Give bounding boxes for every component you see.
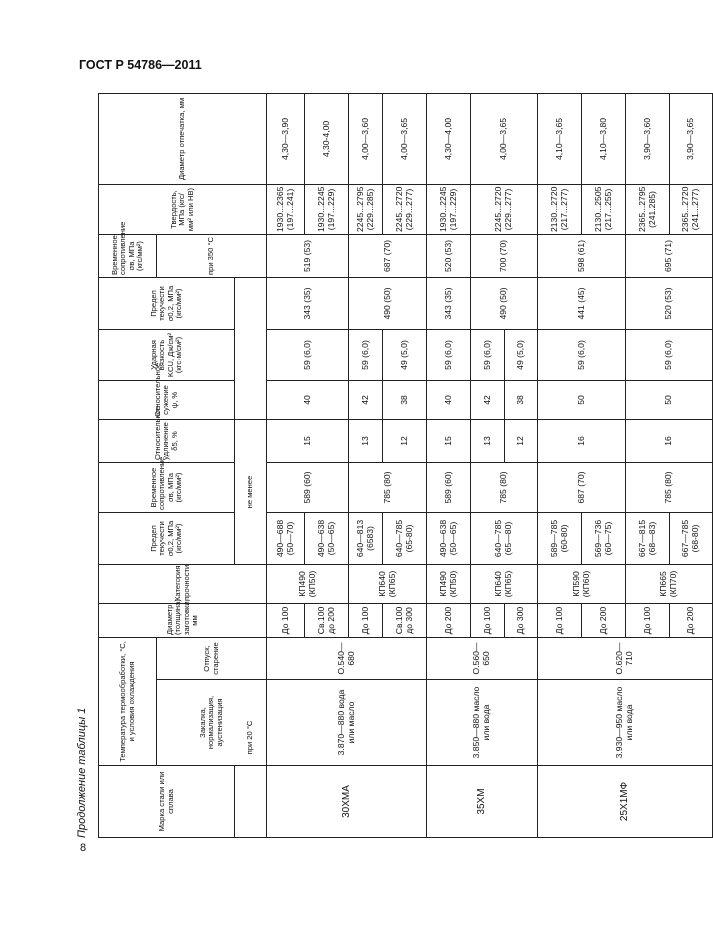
cell-t350: 687 (70): [349, 235, 427, 278]
header-quench: Закалка, нормализация, аустенизация: [157, 680, 267, 766]
page-header: ГОСТ Р 54786—2011: [79, 58, 202, 72]
cell-hard: 2245...2720 (229...277): [383, 185, 427, 235]
header-heat-treatment: Температура термообработки, °С, и условия охлаждения: [99, 638, 157, 766]
temper-temperature: О.620—710: [538, 638, 713, 680]
cell-narrow: 40: [267, 381, 349, 420]
cell-tensile: 687 (70): [538, 463, 626, 513]
cell-t350: 700 (70): [471, 235, 538, 278]
cell-narrow: 42: [349, 381, 383, 420]
header-impact: Ударная вязкость KCU, Дж/см² (кгс·м/см²): [99, 330, 235, 381]
header-hardness: Твердость, МПа (кгс/мм² или НВ): [99, 185, 267, 235]
cell-hard: 2130...2505 (217...255): [582, 185, 626, 235]
quench-temperature: 3.870—880 вода или масло: [267, 680, 427, 766]
cell-hard: 2245...2795 (229...285): [349, 185, 383, 235]
cell-yield: 490—688 (50—70): [267, 513, 305, 565]
cell-narrow: 38: [383, 381, 427, 420]
header-diameter: Диаметр (толщина) заготовки, мм: [99, 604, 267, 638]
header-at-350: при 350 °С: [157, 235, 267, 278]
header-narrowing: Относительное сужение ψ, %: [99, 381, 235, 420]
cell-elong: 16: [626, 420, 713, 463]
header-yield-20: Предел текучести σ0,2, МПа (кгс/мм²): [99, 513, 235, 565]
cell-diam: До 300: [505, 604, 538, 638]
cell-diam: До 100: [267, 604, 305, 638]
cell-elong: 12: [505, 420, 538, 463]
cell-t350: 598 (61): [538, 235, 626, 278]
cell-tensile: 589 (60): [267, 463, 349, 513]
cell-elong: 16: [538, 420, 626, 463]
cell-y350: 441 (45): [538, 278, 626, 330]
cell-yield: 490—638 (50—65): [427, 513, 471, 565]
header-category: Категория прочности: [99, 565, 267, 604]
cell-yield: 569—736 (60—75): [582, 513, 626, 565]
cell-narrow: 40: [427, 381, 471, 420]
cell-hard: 1930...2245 (197...229): [305, 185, 349, 235]
cell-impact: 59 (6,0): [349, 330, 383, 381]
cell-elong: 12: [383, 420, 427, 463]
cell-yield: 667—815 (68—83): [626, 513, 670, 565]
steel-grade: 30ХМА: [267, 766, 427, 838]
cell-elong: 13: [471, 420, 505, 463]
quench-temperature: 3.850—880 масло или вода: [427, 680, 538, 766]
cell-hard: 2365...2795 (241.285): [626, 185, 670, 235]
cell-hard: 2130...2720 (217...277): [538, 185, 582, 235]
cell-print: 3,90—3,60: [626, 94, 670, 185]
cell-t350: 520 (53): [427, 235, 471, 278]
header-yield-350: Предел текучести σ0,2, МПа (кгс/мм²): [99, 278, 235, 330]
cell-y350: 490 (50): [349, 278, 427, 330]
cell-hard: 1930...2365 (197...241): [267, 185, 305, 235]
cell-impact: 59 (6,0): [471, 330, 505, 381]
cell-diam: До 100: [538, 604, 582, 638]
properties-table: [98, 93, 713, 838]
cell-impact: 59 (6,0): [267, 330, 349, 381]
cell-diam: Св.100 до 200: [305, 604, 349, 638]
table-continuation-caption: Продолжение таблицы 1: [76, 707, 88, 838]
cell-impact: 59 (6,0): [427, 330, 471, 381]
cell-diam: До 100: [471, 604, 505, 638]
table-row: [427, 94, 471, 838]
cell-yield: 589—785 (60-80): [538, 513, 582, 565]
cell-narrow: 50: [626, 381, 713, 420]
temper-temperature: О.540—680: [267, 638, 427, 680]
rotated-page-content: [76, 94, 700, 838]
cell-narrow: 42: [471, 381, 505, 420]
cell-print: 4,30—3,90: [267, 94, 305, 185]
header-temper: Отпуск, старение: [157, 638, 267, 680]
page-number: 8: [80, 842, 87, 854]
steel-grade: 35ХМ: [427, 766, 538, 838]
cell-print: 4,00—3,65: [383, 94, 427, 185]
cell-print: 4,10—3,80: [582, 94, 626, 185]
cell-yield: 640—785 (65-80): [383, 513, 427, 565]
cell-y350: 343 (35): [267, 278, 349, 330]
cell-diam: Св.100 до 300: [383, 604, 427, 638]
cell-elong: 15: [267, 420, 349, 463]
cell-impact: 49 (5,0): [383, 330, 427, 381]
cell-yield: 667—785 (68-80): [670, 513, 713, 565]
cell-impact: 59 (6,0): [626, 330, 713, 381]
cell-cat: КП640 (КП65): [471, 565, 538, 604]
cell-diam: До 200: [670, 604, 713, 638]
cell-narrow: 50: [538, 381, 626, 420]
header-steel-grade: Марка стали или сплава: [99, 766, 235, 838]
cell-cat: КП490 (КП50): [427, 565, 471, 604]
steel-grade: 25Х1МФ: [538, 766, 713, 838]
cell-cat: КП640 (КП65): [349, 565, 427, 604]
cell-yield: 490—638 (50—65): [305, 513, 349, 565]
cell-cat: КП665 (КП70): [626, 565, 713, 604]
cell-elong: 15: [427, 420, 471, 463]
cell-hard: 1930...2245 (197...229): [427, 185, 471, 235]
cell-print: 4,30-4,00: [305, 94, 349, 185]
cell-yield: 640—813 (6583): [349, 513, 383, 565]
cell-diam: До 100: [349, 604, 383, 638]
cell-t350: 519 (53): [267, 235, 349, 278]
cell-y350: 490 (50): [471, 278, 538, 330]
cell-cat: КП590 (КП60): [538, 565, 626, 604]
table-row: [538, 94, 582, 838]
temper-temperature: О.560—650: [427, 638, 538, 680]
cell-tensile: 589 (60): [427, 463, 471, 513]
cell-t350: 695 (71): [626, 235, 713, 278]
cell-y350: 520 (53): [626, 278, 713, 330]
cell-impact: 59 (6,0): [538, 330, 626, 381]
header-elongation: Относительное удлинение δ5, %: [99, 420, 235, 463]
header-at-least: не менее: [235, 420, 267, 565]
header-tensile-20: Временное сопротивление σв, МПа (кгс/мм²): [99, 463, 235, 513]
cell-print: 3,90—3,65: [670, 94, 713, 185]
cell-diam: До 200: [582, 604, 626, 638]
cell-cat: КП490 (КП50): [267, 565, 349, 604]
header-print-diameter: Диаметр отпечатка, мм: [99, 94, 267, 185]
rotated-table-area: [76, 94, 700, 838]
cell-yield: 640—785 (65—80): [471, 513, 538, 565]
header-at-20: при 20 °С: [235, 638, 267, 838]
cell-print: 4,30—4,00: [427, 94, 471, 185]
cell-diam: До 100: [626, 604, 670, 638]
cell-narrow: 38: [505, 381, 538, 420]
cell-tensile: 785 (80): [349, 463, 427, 513]
cell-print: 4,00—3,65: [471, 94, 538, 185]
cell-tensile: 785 (80): [471, 463, 538, 513]
cell-y350: 343 (35): [427, 278, 471, 330]
cell-hard: 2245...2720 (229...277): [471, 185, 538, 235]
cell-elong: 13: [349, 420, 383, 463]
cell-tensile: 785 (80): [626, 463, 713, 513]
table-row: [267, 94, 305, 838]
cell-hard: 2365...2720 (241...277): [670, 185, 713, 235]
header-tensile-350: Временное сопротивление σв, МПа (кгс/мм²): [99, 235, 157, 278]
cell-impact: 49 (5,0): [505, 330, 538, 381]
cell-diam: До 200: [427, 604, 471, 638]
quench-temperature: 3.930—950 масло или вода: [538, 680, 713, 766]
cell-print: 4,00—3,60: [349, 94, 383, 185]
cell-print: 4,10—3,65: [538, 94, 582, 185]
